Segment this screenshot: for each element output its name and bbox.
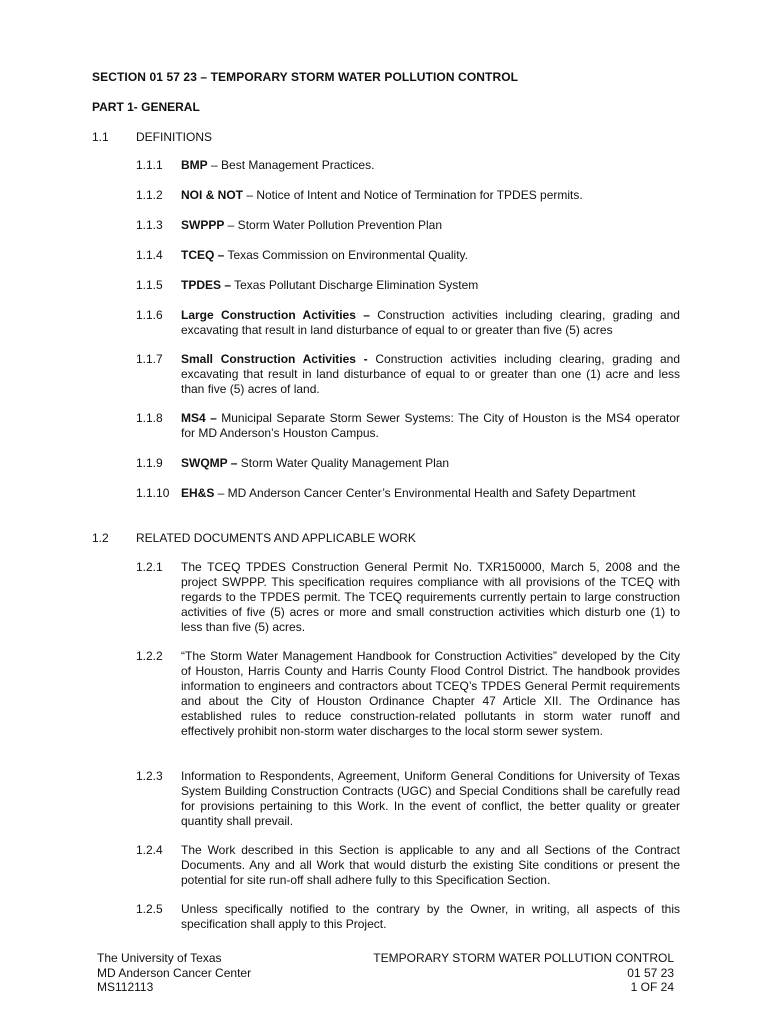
item-term: MS4 – xyxy=(181,411,217,425)
item-term: EH&S xyxy=(181,486,215,500)
item-text: Municipal Separate Storm Sewer Systems: The City of Houston is the MS4 operator for MD Anderson’s Houston Campus. xyxy=(181,411,681,440)
item-text: The Work described in this Section is applicable to any and all Sections of the Contract Documents. Any and all Work that would disturb the existing Site conditions or present the potential for site run-off shall adhere fully to this Specification Section. xyxy=(181,843,680,887)
item-term: SWQMP – xyxy=(181,456,238,470)
item-text: – Best Management Practices. xyxy=(207,158,375,172)
footer-institution xyxy=(97,951,251,995)
related-document-item xyxy=(136,902,680,932)
related-document-item xyxy=(136,560,680,635)
footer-line: MD Anderson Cancer Center xyxy=(97,965,252,980)
item-number: 1.1.10 xyxy=(136,486,170,500)
item-text: Information to Respondents, Agreement, Uniform General Conditions for University of Texas System Building Construction Contracts (UGC) and Special Conditions shall be carefully read for provisions pertaining to this Work. In the event of conflict, the better quality or greater quantity shall prevail. xyxy=(181,769,680,828)
item-term: BMP xyxy=(181,158,208,172)
item-number: 1.1.6 xyxy=(136,308,163,322)
item-number: 1.2.2 xyxy=(136,649,163,663)
footer-line: 01 57 23 xyxy=(627,965,674,980)
definition-item xyxy=(136,278,680,293)
item-text: Texas Commission on Environmental Quality. xyxy=(224,248,468,262)
item-number: 1.1.4 xyxy=(136,248,163,262)
related-document-item xyxy=(136,649,680,739)
page-number: 1 OF 24 xyxy=(630,980,674,994)
related-document-item xyxy=(136,843,680,888)
item-text: The TCEQ TPDES Construction General Permit No. TXR150000, March 5, 2008 and the project SWPPP. This specification requires compliance with all provisions of the TCEQ with regards to the TPDES permit. The TCEQ requirements currently pertain to large construction activities of five (5) acres or more and small construction activities which disturb one (1) to less than five (5) acres. xyxy=(181,560,680,634)
item-number: 1.1.1 xyxy=(136,158,163,172)
item-text: Unless specifically notified to the contrary by the Owner, in writing, all aspects of this specification shall apply to this Project. xyxy=(181,902,680,931)
definition-item xyxy=(136,188,680,203)
footer-section-info xyxy=(373,951,674,995)
item-number: 1.1.5 xyxy=(136,278,163,292)
item-term: NOI & NOT xyxy=(181,188,243,202)
item-term: TPDES – xyxy=(181,278,232,292)
item-text: – Storm Water Pollution Prevention Plan xyxy=(224,218,443,232)
section-number: 1.2 xyxy=(92,531,109,545)
footer-line: MS112113 xyxy=(97,980,154,994)
related-document-item xyxy=(136,769,680,829)
definition-item xyxy=(136,456,680,471)
definition-item xyxy=(136,308,680,338)
item-text: – MD Anderson Cancer Center’s Environmental Health and Safety Department xyxy=(214,486,636,500)
item-text: – Notice of Intent and Notice of Termination for TPDES permits. xyxy=(243,188,583,202)
item-number: 1.1.8 xyxy=(136,411,163,425)
definition-item xyxy=(136,411,680,441)
section-title: SECTION 01 57 23 – TEMPORARY STORM WATER POLLUTION CONTROL xyxy=(92,70,519,84)
item-number: 1.2.4 xyxy=(136,843,163,857)
item-number: 1.1.3 xyxy=(136,218,163,232)
section-heading-text: DEFINITIONS xyxy=(136,130,213,144)
item-text: Texas Pollutant Discharge Elimination System xyxy=(231,278,479,292)
item-term: Small Construction Activities - xyxy=(181,352,368,366)
item-term: Large Construction Activities – xyxy=(181,308,370,322)
item-number: 1.1.9 xyxy=(136,456,163,470)
footer-line: The University of Texas xyxy=(97,951,222,965)
item-term: TCEQ – xyxy=(181,248,225,262)
item-number: 1.1.2 xyxy=(136,188,163,202)
section-heading-text: RELATED DOCUMENTS AND APPLICABLE WORK xyxy=(136,531,416,545)
item-text: Construction activities including clearing, grading and excavating that result in land disturbance of equal to or greater than five (5) acres xyxy=(181,308,680,337)
definition-item xyxy=(136,158,680,173)
item-text: Storm Water Quality Management Plan xyxy=(237,456,450,470)
definition-item xyxy=(136,218,680,233)
item-text: “The Storm Water Management Handbook for Construction Activities” developed by the City of Houston, Harris County and Harris County Flood Control District. The handbook provides information to engineers and contractors about TCEQ’s TPDES General Permit requirements and about the City of Houston Ordinance Chapter 47 Article XII. The Ordinance has established rules to reduce construction-related pollutants in storm water runoff and effectively prohibit non-storm water discharges to the local storm sewer system. xyxy=(181,649,680,738)
item-number: 1.2.5 xyxy=(136,902,163,916)
item-number: 1.2.1 xyxy=(136,560,163,574)
item-term: SWPPP xyxy=(181,218,225,232)
item-number: 1.1.7 xyxy=(136,352,163,366)
section-number: 1.1 xyxy=(92,130,109,144)
definition-item xyxy=(136,486,680,501)
item-number: 1.2.3 xyxy=(136,769,163,783)
definition-item xyxy=(136,248,680,263)
item-text: Construction activities including clearing, grading and excavating that result in land disturbance of equal to or greater than one (1) acre and less than five (5) acres of land. xyxy=(181,352,680,396)
footer-line: TEMPORARY STORM WATER POLLUTION CONTROL xyxy=(373,951,674,965)
part-heading: PART 1- GENERAL xyxy=(92,100,200,114)
definition-item xyxy=(136,352,680,397)
